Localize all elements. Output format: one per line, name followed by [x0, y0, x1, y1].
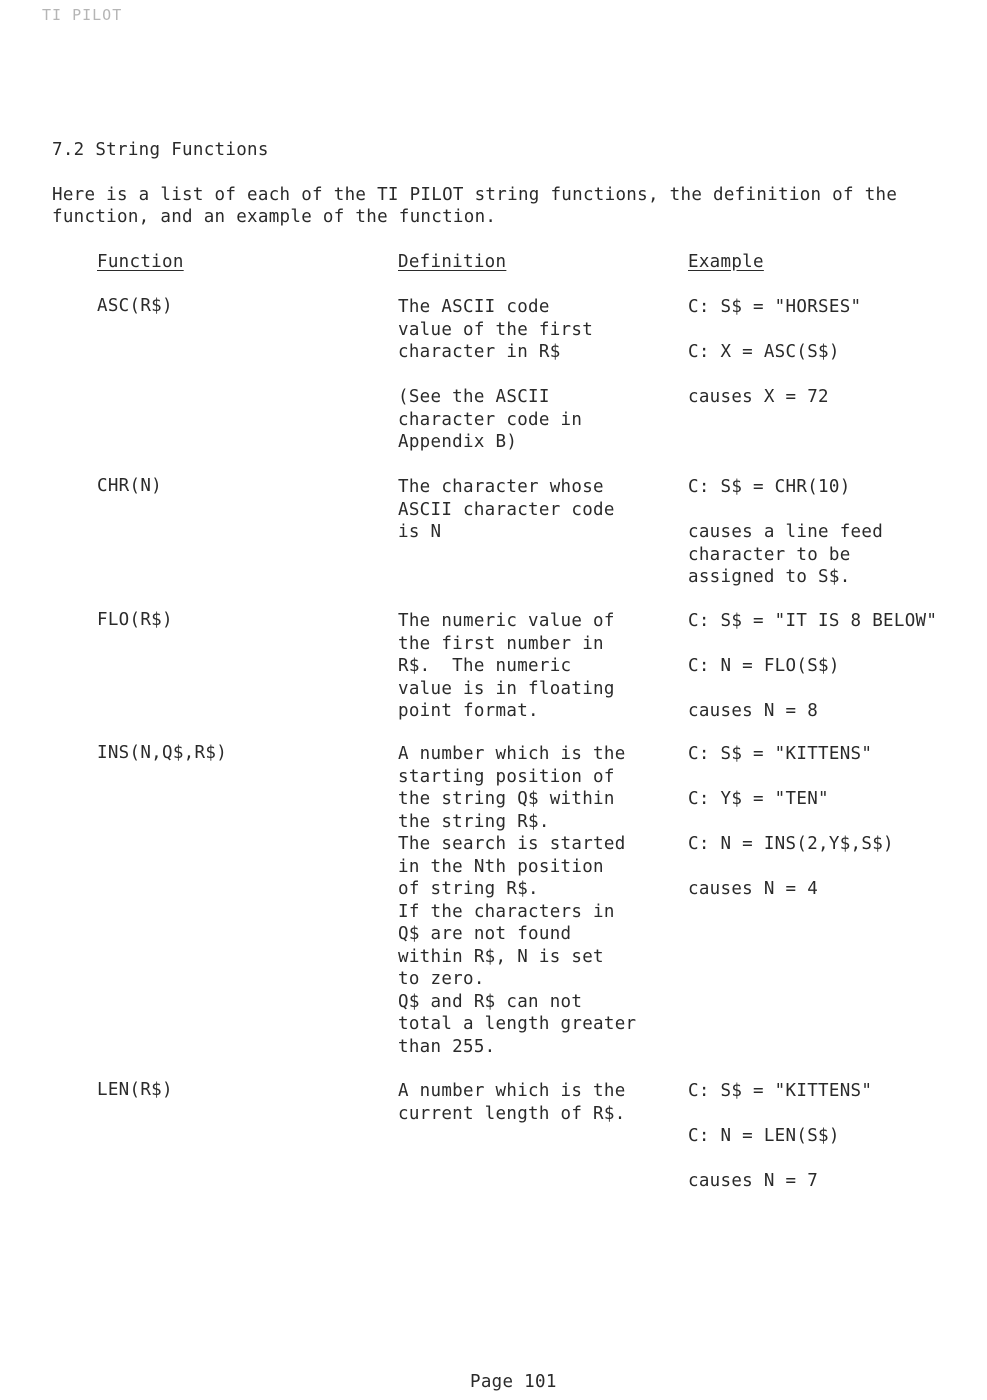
- definition-line: The search is started: [398, 834, 626, 854]
- definition-line: The ASCII code: [398, 297, 550, 317]
- definition-line: is N: [398, 522, 442, 542]
- section-title: 7.2 String Functions: [52, 140, 269, 160]
- example-line: causes N = 4: [688, 879, 819, 899]
- column-header-example: Example: [688, 252, 764, 272]
- definition-line: the string R$.: [398, 811, 550, 832]
- example-line: causes a line feed: [688, 522, 884, 542]
- definition-line: A number which is the: [398, 1081, 626, 1101]
- column-header-function: Function: [97, 252, 184, 272]
- example-line: causes N = 7: [688, 1171, 819, 1191]
- function-name: CHR(N): [97, 476, 163, 496]
- definition-line: to zero.: [398, 969, 485, 989]
- function-name: FLO(R$): [97, 610, 173, 630]
- definition-line: Q$ and R$ can not: [398, 991, 583, 1012]
- definition-line: [398, 364, 593, 387]
- example-line: C: N = LEN(S$): [688, 1126, 840, 1146]
- definition-line: the first number in: [398, 633, 604, 654]
- function-example: [688, 296, 861, 409]
- example-line: C: S$ = "IT IS 8 BELOW": [688, 611, 938, 631]
- example-line: C: X = ASC(S$): [688, 342, 840, 362]
- example-line: C: S$ = CHR(10): [688, 477, 851, 497]
- example-line: causes X = 72: [688, 387, 829, 407]
- definition-line: in the Nth position: [398, 856, 604, 877]
- function-name: ASC(R$): [97, 296, 173, 316]
- example-line: [688, 319, 861, 342]
- definition-line: than 255.: [398, 1036, 496, 1057]
- example-line: C: S$ = "KITTENS": [688, 1081, 873, 1101]
- example-line: assigned to S$.: [688, 567, 851, 587]
- definition-line: character code in: [398, 409, 583, 430]
- definition-line: value of the first: [398, 319, 594, 340]
- intro-line-2: function, and an example of the function.: [52, 207, 497, 227]
- definition-line: The numeric value of: [398, 611, 615, 631]
- example-line: [688, 766, 894, 789]
- definition-line: point format.: [398, 701, 539, 721]
- function-name: LEN(R$): [97, 1080, 173, 1100]
- function-example: [688, 476, 883, 589]
- running-header: TI PILOT: [42, 6, 123, 24]
- definition-line: current length of R$.: [398, 1103, 626, 1124]
- definition-line: ASCII character code: [398, 499, 615, 520]
- definition-line: starting position of: [398, 766, 615, 787]
- function-example: [688, 1080, 872, 1193]
- example-line: C: S$ = "HORSES": [688, 297, 862, 317]
- definition-line: (See the ASCII: [398, 387, 550, 407]
- example-line: character to be: [688, 544, 851, 565]
- example-line: C: S$ = "KITTENS": [688, 744, 873, 764]
- function-definition: [398, 476, 615, 544]
- function-definition: [398, 743, 636, 1058]
- definition-line: character in R$: [398, 342, 561, 362]
- example-line: [688, 1148, 872, 1171]
- example-line: C: Y$ = "TEN": [688, 789, 829, 809]
- example-line: C: N = FLO(S$): [688, 656, 840, 676]
- example-line: causes N = 8: [688, 701, 819, 721]
- example-line: [688, 678, 937, 701]
- definition-line: R$. The numeric: [398, 656, 572, 676]
- column-header-definition: Definition: [398, 252, 507, 272]
- example-line: [688, 633, 937, 656]
- intro-line-1: Here is a list of each of the TI PILOT string functions, the definition of the: [52, 185, 898, 205]
- function-name: INS(N,Q$,R$): [97, 743, 228, 763]
- function-definition: [398, 296, 593, 454]
- example-line: [688, 856, 894, 879]
- definition-line: the string Q$ within: [398, 789, 615, 809]
- example-line: [688, 1103, 872, 1126]
- definition-line: A number which is the: [398, 744, 626, 764]
- definition-line: total a length greater: [398, 1014, 637, 1034]
- definition-line: Q$ are not found: [398, 924, 572, 944]
- example-line: [688, 811, 894, 834]
- example-line: [688, 364, 861, 387]
- example-line: C: N = INS(2,Y$,S$): [688, 834, 894, 854]
- definition-line: within R$, N is set: [398, 946, 604, 967]
- function-definition: [398, 1080, 626, 1125]
- definition-line: The character whose: [398, 477, 604, 497]
- example-line: [688, 499, 883, 522]
- definition-line: Appendix B): [398, 432, 518, 452]
- definition-line: of string R$.: [398, 879, 539, 899]
- function-example: [688, 610, 937, 723]
- definition-line: value is in floating: [398, 678, 615, 699]
- function-example: [688, 743, 894, 901]
- page-number: Page 101: [470, 1372, 557, 1392]
- definition-line: If the characters in: [398, 901, 615, 922]
- function-definition: [398, 610, 615, 723]
